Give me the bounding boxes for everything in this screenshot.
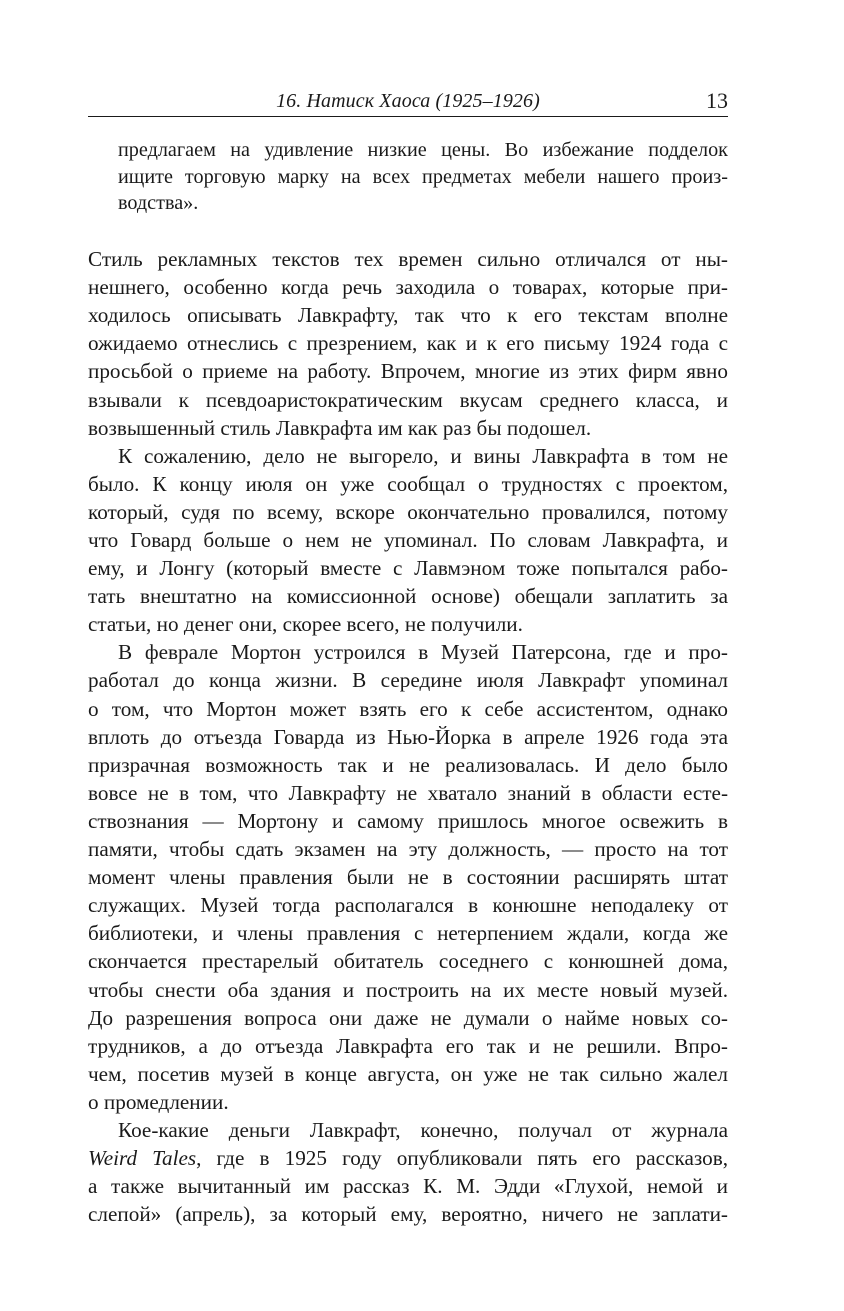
body-text	[88, 137, 728, 1228]
text-line: возвышенный стиль Лавкрафта им как раз бы подошел.	[88, 415, 592, 440]
text-line: статьи, но денег они, скорее всего, не получили.	[88, 612, 523, 637]
text-line: Стиль рекламных текстов тех времен сильно отличался от ны-	[88, 247, 728, 272]
text-line: просьбой о приеме на работу. Впрочем, многие из этих фирм явно	[88, 359, 728, 384]
magazine-title: Weird Tales	[88, 1146, 197, 1171]
text-line: предлагаем на удивление низкие цены. Во избежание подделок	[118, 139, 728, 161]
text-line: ищите торговую марку на всех предметах мебели нашего произ-	[118, 165, 728, 188]
page-number: 13	[706, 88, 728, 113]
text-line: водства».	[118, 192, 199, 215]
book-page	[88, 0, 728, 1311]
paragraph	[88, 638, 728, 1116]
text-line: работал до конца жизни. В середине июля Лавкрафт упоминал	[88, 668, 728, 693]
text-line: чтобы снести оба здания и построить на их месте новый музей.	[88, 977, 728, 1002]
text-line: который, судя по всему, вскоре окончательно провалился, потому	[88, 499, 728, 524]
text-line: о промедлении.	[88, 1089, 229, 1114]
text-line: чем, посетив музей в конце августа, он уже не так сильно жалел	[88, 1061, 728, 1086]
text-line: что Говард больше о нем не упоминал. По словам Лавкрафта, и	[88, 528, 728, 552]
text-line: Кое-какие деньги Лавкрафт, конечно, получал от журнала	[118, 1117, 728, 1142]
text-run: , где в 1925 году опубликовали пять его рассказов,	[196, 1146, 728, 1171]
text-line: вовсе не в том, что Лавкрафту не хватало знаний в области есте-	[88, 780, 728, 805]
text-line: скончается престарелый обитатель соседнего с конюшней дома,	[88, 949, 728, 974]
text-line: служащих. Музей тогда располагался в конюшне неподалеку от	[88, 893, 728, 918]
text-line: ожидаемо отнеслись с презрением, как и к его письму 1924 года с	[88, 331, 728, 356]
text-line: В феврале Мортон устроился в Музей Патерсона, где и про-	[118, 640, 728, 665]
text-line: К сожалению, дело не выгорело, и вины Лавкрафта в том не	[118, 443, 728, 468]
text-line: взывали к псевдоаристократическим вкусам среднего класса, и	[88, 387, 728, 412]
text-line: слепой» (апрель), за который ему, вероятно, ничего не заплати-	[88, 1202, 728, 1227]
text-line: ствознания — Мортону и самому пришлось многое освежить в	[88, 808, 728, 833]
text-line: трудников, а до отъезда Лавкрафта его так и не решили. Впро-	[88, 1033, 728, 1058]
text-line: призрачная возможность так и не реализовалась. И дело было	[88, 752, 728, 777]
text-line: о том, что Мортон может взять его к себе ассистентом, однако	[88, 696, 728, 721]
text-line: вплоть до отъезда Говарда из Нью-Йорка в апреле 1926 года эта	[88, 724, 728, 749]
text-line: а также вычитанный им рассказ К. М. Эдди «Глухой, немой и	[88, 1174, 728, 1199]
text-line: памяти, чтобы сдать экзамен на эту должность, — просто на тот	[88, 837, 728, 862]
paragraph	[88, 442, 728, 639]
paragraph	[88, 1116, 728, 1228]
block-quote	[118, 137, 728, 217]
running-title: 16. Натиск Хаоса (1925–1926)	[276, 90, 540, 112]
paragraph	[88, 245, 728, 442]
text-line: ходилось описывать Лавкрафту, так что к его текстам вполне	[88, 303, 728, 328]
text-line: было. К концу июля он уже сообщал о трудностях с проектом,	[88, 471, 728, 496]
text-line: момент члены правления были не в состоянии расширять штат	[88, 865, 728, 890]
text-line: нешнего, особенно когда речь заходила о товарах, которые при-	[88, 275, 728, 300]
text-line: До разрешения вопроса они даже не думали о найме новых со-	[88, 1005, 728, 1030]
text-line: библиотеки, и члены правления с нетерпением ждали, когда же	[88, 921, 728, 946]
text-line: ему, и Лонгу (который вместе с Лавмэном тоже попытался рабо-	[88, 556, 728, 581]
text-line	[88, 1144, 728, 1172]
running-header	[88, 88, 728, 117]
text-line: тать внештатно на комиссионной основе) обещали заплатить за	[88, 584, 728, 609]
